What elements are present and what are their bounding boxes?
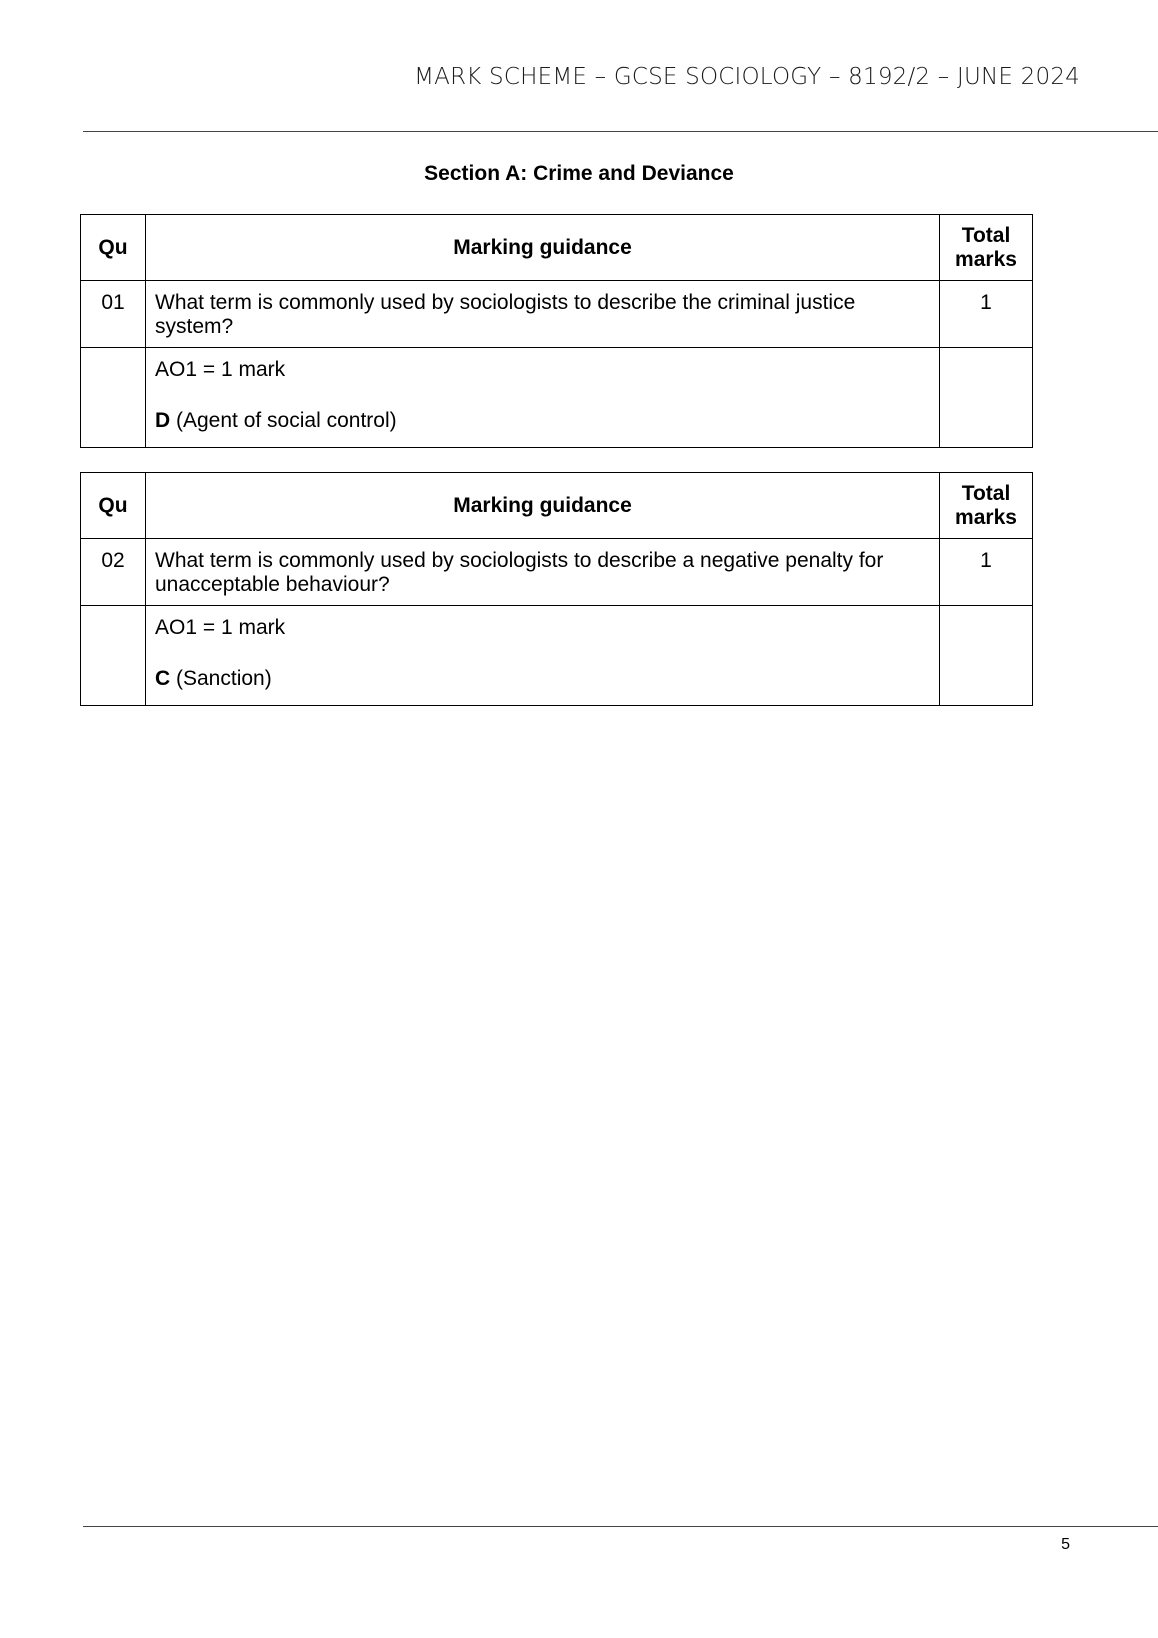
guidance-header: Marking guidance	[146, 215, 940, 281]
question-table-02	[80, 472, 1033, 706]
empty-cell	[940, 606, 1033, 706]
question-row	[81, 281, 1033, 348]
question-marks: 1	[940, 281, 1033, 348]
document-header-title: MARK SCHEME – GCSE SOCIOLOGY – 8192/2 – JUNE 2024	[414, 64, 1080, 90]
question-number: 02	[81, 539, 146, 606]
marks-header: Total marks	[940, 215, 1033, 281]
page-number: 5	[1061, 1536, 1070, 1553]
correct-answer	[155, 667, 930, 691]
correct-answer	[155, 409, 930, 433]
qu-header: Qu	[81, 215, 146, 281]
answer-text: (Sanction)	[170, 667, 272, 690]
question-text: What term is commonly used by sociologists to describe the criminal justice system?	[146, 281, 940, 348]
table-header-row	[81, 473, 1033, 539]
answer-text: (Agent of social control)	[170, 409, 397, 432]
answer-cell	[146, 348, 940, 448]
table-header-row	[81, 215, 1033, 281]
answer-letter: D	[155, 409, 171, 432]
qu-header: Qu	[81, 473, 146, 539]
assessment-objective: AO1 = 1 mark	[155, 358, 286, 381]
question-marks: 1	[940, 539, 1033, 606]
answer-letter: C	[155, 667, 171, 690]
answer-row	[81, 606, 1033, 706]
question-row	[81, 539, 1033, 606]
question-text: What term is commonly used by sociologists to describe a negative penalty for unacceptable behaviour?	[146, 539, 940, 606]
empty-cell	[940, 348, 1033, 448]
question-table-01	[80, 214, 1033, 448]
empty-cell	[81, 606, 146, 706]
question-number: 01	[81, 281, 146, 348]
assessment-objective: AO1 = 1 mark	[155, 616, 286, 639]
answer-cell	[146, 606, 940, 706]
marks-header: Total marks	[940, 473, 1033, 539]
section-title: Section A: Crime and Deviance	[424, 162, 734, 185]
empty-cell	[81, 348, 146, 448]
guidance-header: Marking guidance	[146, 473, 940, 539]
footer-divider	[83, 1526, 1158, 1527]
answer-row	[81, 348, 1033, 448]
header-divider	[83, 131, 1158, 132]
